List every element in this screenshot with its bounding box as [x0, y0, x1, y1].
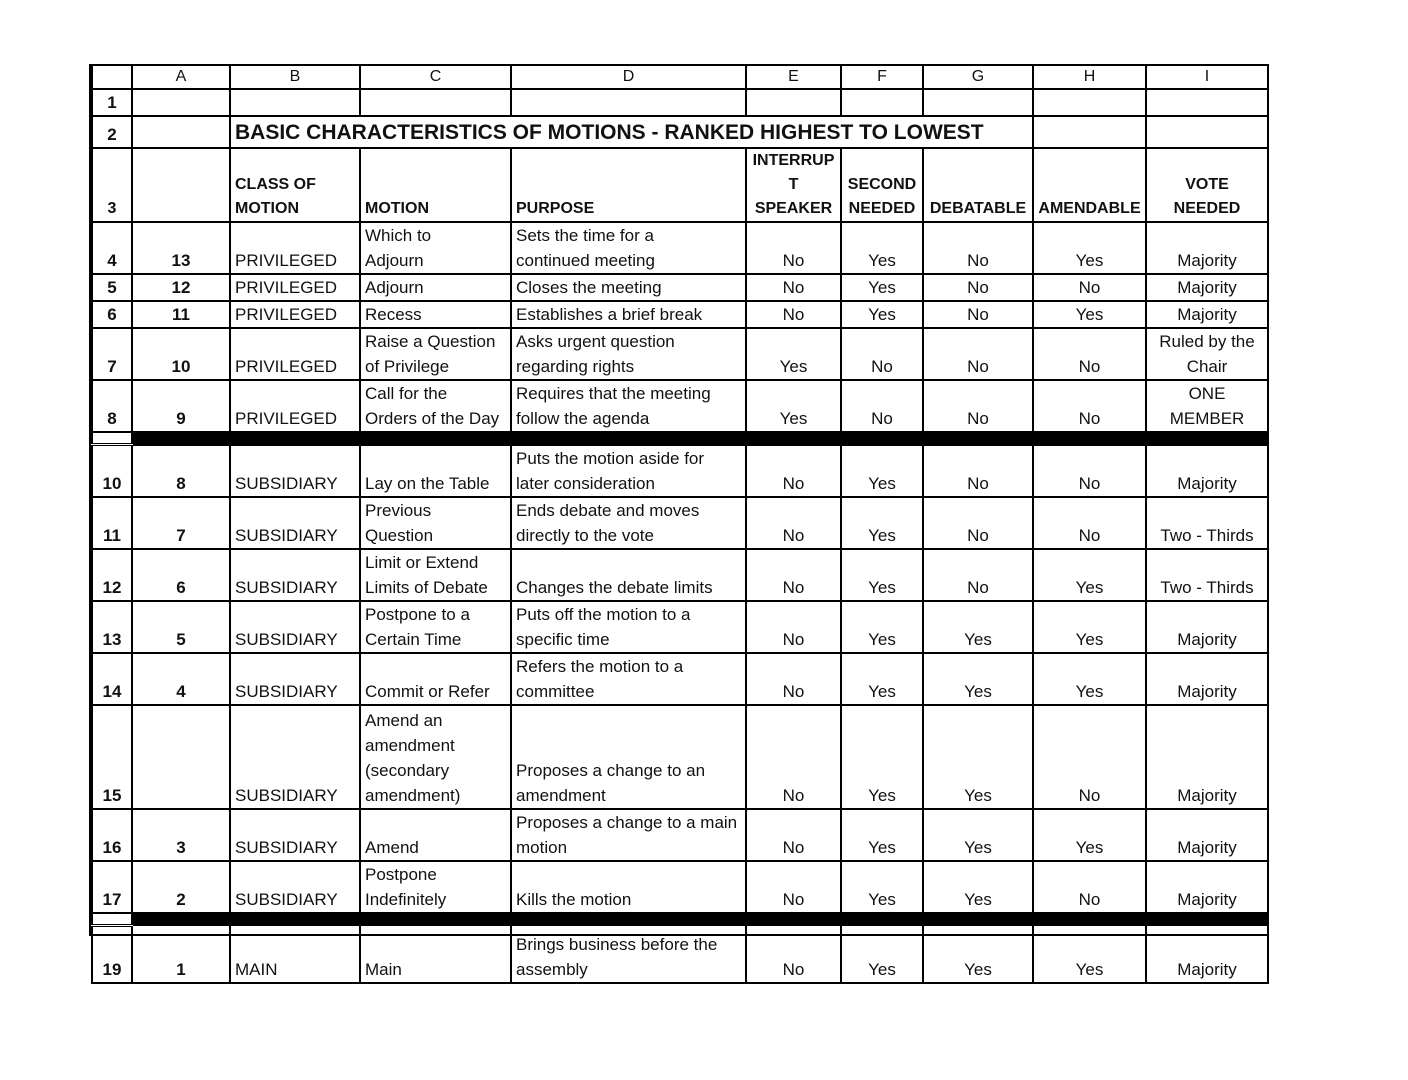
cell[interactable] [841, 89, 923, 116]
rank-cell[interactable]: 2 [132, 861, 230, 913]
class-cell[interactable]: SUBSIDIARY [230, 549, 360, 601]
rank-cell[interactable]: 6 [132, 549, 230, 601]
amendable-cell[interactable]: No [1033, 380, 1146, 432]
amendable-cell[interactable]: No [1033, 497, 1146, 549]
purpose-cell[interactable]: Requires that the meeting follow the agenda [511, 380, 746, 432]
cell[interactable] [1033, 116, 1146, 148]
row-number[interactable]: 7 [92, 328, 132, 380]
row-number[interactable]: 2 [92, 116, 132, 148]
amendable-cell[interactable]: No [1033, 274, 1146, 301]
second-cell[interactable]: Yes [841, 925, 923, 983]
separator-cell [841, 913, 923, 926]
purpose-cell[interactable]: Sets the time for a continued meeting [511, 222, 746, 274]
rank-cell[interactable]: 9 [132, 380, 230, 432]
table-row [92, 445, 1268, 497]
motion-cell[interactable]: Raise a Question of Privilege [360, 328, 511, 380]
table-row [92, 222, 1268, 274]
motion-cell[interactable]: Lay on the Table [360, 445, 511, 497]
separator-cell [360, 913, 511, 926]
separator-cell [1146, 432, 1268, 445]
rank-cell[interactable]: 12 [132, 274, 230, 301]
second-cell[interactable]: Yes [841, 705, 923, 809]
vote-cell[interactable]: Majority [1146, 601, 1268, 653]
interrupt-cell[interactable]: No [746, 301, 841, 328]
cell[interactable] [511, 89, 746, 116]
debatable-cell[interactable]: No [923, 274, 1033, 301]
debatable-cell[interactable]: No [923, 549, 1033, 601]
interrupt-cell[interactable]: No [746, 861, 841, 913]
separator-cell [92, 913, 132, 926]
amendable-cell[interactable]: No [1033, 705, 1146, 809]
separator-cell [360, 432, 511, 445]
motion-cell[interactable]: Amend [360, 809, 511, 861]
second-cell[interactable]: Yes [841, 222, 923, 274]
rank-cell[interactable]: 13 [132, 222, 230, 274]
amendable-cell[interactable]: Yes [1033, 549, 1146, 601]
header-row [92, 148, 1268, 222]
purpose-cell[interactable]: Puts off the motion to a specific time [511, 601, 746, 653]
amendable-header[interactable]: AMENDABLE [1033, 148, 1146, 222]
vote-cell[interactable]: Majority [1146, 861, 1268, 913]
motion-header[interactable]: MOTION [360, 148, 511, 222]
interrupt-cell[interactable]: No [746, 809, 841, 861]
interrupt-cell[interactable]: No [746, 497, 841, 549]
amendable-cell[interactable]: Yes [1033, 222, 1146, 274]
amendable-cell[interactable]: Yes [1033, 653, 1146, 705]
class-cell[interactable]: SUBSIDIARY [230, 653, 360, 705]
vote-cell[interactable]: Majority [1146, 274, 1268, 301]
amendable-cell[interactable]: Yes [1033, 809, 1146, 861]
interrupt-cell[interactable]: Yes [746, 328, 841, 380]
motion-cell[interactable]: Recess [360, 301, 511, 328]
motion-cell[interactable]: Postpone to a Certain Time [360, 601, 511, 653]
interrupt-cell[interactable]: No [746, 601, 841, 653]
cell[interactable] [132, 89, 230, 116]
interrupt-cell[interactable]: No [746, 705, 841, 809]
separator-cell [132, 913, 230, 926]
second-needed-header[interactable]: SECOND NEEDED [841, 148, 923, 222]
cell[interactable] [230, 89, 360, 116]
spreadsheet [89, 64, 1269, 979]
rank-cell[interactable]: 8 [132, 445, 230, 497]
second-cell[interactable]: No [841, 328, 923, 380]
motion-cell[interactable]: Previous Question [360, 497, 511, 549]
row-number[interactable]: 19 [92, 925, 132, 983]
debatable-cell[interactable]: No [923, 445, 1033, 497]
table-row [92, 809, 1268, 861]
vote-needed-header[interactable]: VOTE NEEDED [1146, 148, 1268, 222]
vote-cell[interactable]: Majority [1146, 301, 1268, 328]
corner-cell[interactable] [92, 66, 132, 89]
second-cell[interactable]: No [841, 380, 923, 432]
class-cell[interactable]: PRIVILEGED [230, 301, 360, 328]
separator-cell [923, 432, 1033, 445]
interrupt-cell[interactable]: No [746, 549, 841, 601]
cell[interactable] [746, 89, 841, 116]
row-number[interactable]: 16 [92, 809, 132, 861]
vote-cell[interactable]: Two - Thirds [1146, 549, 1268, 601]
purpose-cell[interactable]: Closes the meeting [511, 274, 746, 301]
row-number[interactable]: 11 [92, 497, 132, 549]
separator-cell [92, 432, 132, 445]
cell[interactable] [923, 89, 1033, 116]
column-header-b[interactable]: B [230, 66, 360, 89]
motion-cell[interactable]: Limit or Extend Limits of Debate [360, 549, 511, 601]
table-row [92, 705, 1268, 809]
motion-cell[interactable]: Adjourn [360, 274, 511, 301]
purpose-cell[interactable]: Changes the debate limits [511, 549, 746, 601]
cell[interactable] [360, 89, 511, 116]
debatable-cell[interactable]: No [923, 380, 1033, 432]
class-cell[interactable]: SUBSIDIARY [230, 445, 360, 497]
table-row [92, 601, 1268, 653]
amendable-cell[interactable]: No [1033, 861, 1146, 913]
amendable-cell[interactable]: Yes [1033, 301, 1146, 328]
debatable-cell[interactable]: Yes [923, 861, 1033, 913]
separator-cell [230, 432, 360, 445]
second-cell[interactable]: Yes [841, 497, 923, 549]
class-cell[interactable]: SUBSIDIARY [230, 601, 360, 653]
vote-cell[interactable]: Majority [1146, 809, 1268, 861]
rank-cell[interactable]: 7 [132, 497, 230, 549]
table-row [92, 301, 1268, 328]
class-of-motion-header[interactable]: CLASS OF MOTION [230, 148, 360, 222]
table-row [92, 497, 1268, 549]
hidden-row-separator [92, 913, 1268, 926]
row-number[interactable]: 3 [92, 148, 132, 222]
table-row [92, 328, 1268, 380]
debatable-cell[interactable]: No [923, 328, 1033, 380]
row-number[interactable]: 1 [92, 89, 132, 116]
purpose-header[interactable]: PURPOSE [511, 148, 746, 222]
debatable-cell[interactable]: Yes [923, 809, 1033, 861]
vote-cell[interactable]: Majority [1146, 222, 1268, 274]
table-row [92, 549, 1268, 601]
class-cell[interactable]: SUBSIDIARY [230, 861, 360, 913]
column-header-row [92, 66, 1268, 89]
table-title[interactable]: BASIC CHARACTERISTICS OF MOTIONS - RANKED HIGHEST TO LOWEST [230, 116, 1033, 148]
column-header-a[interactable]: A [132, 66, 230, 89]
column-header-d[interactable]: D [511, 66, 746, 89]
row-number[interactable]: 12 [92, 549, 132, 601]
interrupt-cell[interactable]: No [746, 925, 841, 983]
second-cell[interactable]: Yes [841, 601, 923, 653]
purpose-cell[interactable]: Puts the motion aside for later consideration [511, 445, 746, 497]
rank-cell[interactable]: 11 [132, 301, 230, 328]
vote-cell[interactable]: Majority [1146, 925, 1268, 983]
class-cell[interactable]: SUBSIDIARY [230, 809, 360, 861]
rank-cell[interactable]: 10 [132, 328, 230, 380]
separator-cell [746, 913, 841, 926]
debatable-cell[interactable]: Yes [923, 601, 1033, 653]
second-cell[interactable]: Yes [841, 549, 923, 601]
cell[interactable] [1033, 89, 1146, 116]
separator-cell [746, 432, 841, 445]
row-number[interactable]: 5 [92, 274, 132, 301]
debatable-cell[interactable]: No [923, 222, 1033, 274]
second-cell[interactable]: Yes [841, 301, 923, 328]
rank-cell[interactable]: 4 [132, 653, 230, 705]
vote-cell[interactable]: ONE MEMBER [1146, 380, 1268, 432]
motion-cell[interactable]: Postpone Indefinitely [360, 861, 511, 913]
motion-cell[interactable]: Amend an amendment (secondary amendment) [360, 705, 511, 809]
column-header-h[interactable]: H [1033, 66, 1146, 89]
row-number[interactable]: 6 [92, 301, 132, 328]
motion-cell[interactable]: Main [360, 925, 511, 983]
cell[interactable] [1146, 116, 1268, 148]
table-row [92, 274, 1268, 301]
rank-cell[interactable]: 1 [132, 925, 230, 983]
table-row [92, 925, 1268, 983]
amendable-cell[interactable]: No [1033, 445, 1146, 497]
class-cell[interactable]: SUBSIDIARY [230, 705, 360, 809]
purpose-cell[interactable]: Refers the motion to a committee [511, 653, 746, 705]
purpose-cell[interactable]: Kills the motion [511, 861, 746, 913]
second-cell[interactable]: Yes [841, 653, 923, 705]
row-number[interactable]: 13 [92, 601, 132, 653]
motion-cell[interactable]: Call for the Orders of the Day [360, 380, 511, 432]
column-header-c[interactable]: C [360, 66, 511, 89]
rank-cell[interactable]: 5 [132, 601, 230, 653]
vote-cell[interactable]: Majority [1146, 445, 1268, 497]
vote-cell[interactable]: Two - Thirds [1146, 497, 1268, 549]
class-cell[interactable]: PRIVILEGED [230, 222, 360, 274]
interrupt-cell[interactable]: No [746, 274, 841, 301]
cell[interactable] [1146, 89, 1268, 116]
purpose-cell[interactable]: Proposes a change to an amendment [511, 705, 746, 809]
table-row [92, 861, 1268, 913]
row-number[interactable]: 8 [92, 380, 132, 432]
table-row [92, 380, 1268, 432]
separator-cell [841, 432, 923, 445]
amendable-cell[interactable]: Yes [1033, 601, 1146, 653]
column-header-i[interactable]: I [1146, 66, 1268, 89]
class-cell[interactable]: PRIVILEGED [230, 274, 360, 301]
hidden-row-separator [92, 432, 1268, 445]
cell[interactable] [132, 148, 230, 222]
rank-cell[interactable] [132, 705, 230, 809]
separator-cell [230, 913, 360, 926]
amendable-cell[interactable]: Yes [1033, 925, 1146, 983]
row-1 [92, 89, 1268, 116]
column-header-e[interactable]: E [746, 66, 841, 89]
row-number[interactable]: 14 [92, 653, 132, 705]
separator-cell [1033, 913, 1146, 926]
interrupt-speaker-header[interactable]: INTERRUP T SPEAKER [746, 148, 841, 222]
separator-cell [1146, 913, 1268, 926]
purpose-cell[interactable]: Establishes a brief break [511, 301, 746, 328]
debatable-cell[interactable]: Yes [923, 925, 1033, 983]
row-number[interactable]: 17 [92, 861, 132, 913]
second-cell[interactable]: Yes [841, 445, 923, 497]
purpose-cell[interactable]: Asks urgent question regarding rights [511, 328, 746, 380]
vote-cell[interactable]: Majority [1146, 705, 1268, 809]
separator-cell [1033, 432, 1146, 445]
second-cell[interactable]: Yes [841, 809, 923, 861]
debatable-cell[interactable]: Yes [923, 705, 1033, 809]
column-header-g[interactable]: G [923, 66, 1033, 89]
separator-cell [132, 432, 230, 445]
debatable-cell[interactable]: No [923, 301, 1033, 328]
motion-cell[interactable]: Commit or Refer [360, 653, 511, 705]
row-2 [92, 116, 1268, 148]
separator-cell [511, 432, 746, 445]
interrupt-cell[interactable]: Yes [746, 380, 841, 432]
purpose-cell[interactable]: Ends debate and moves directly to the vote [511, 497, 746, 549]
interrupt-cell[interactable]: No [746, 222, 841, 274]
class-cell[interactable]: SUBSIDIARY [230, 497, 360, 549]
cell[interactable] [132, 116, 230, 148]
vote-cell[interactable]: Majority [1146, 653, 1268, 705]
amendable-cell[interactable]: No [1033, 328, 1146, 380]
row-number[interactable]: 4 [92, 222, 132, 274]
debatable-cell[interactable]: No [923, 497, 1033, 549]
class-cell[interactable]: PRIVILEGED [230, 328, 360, 380]
debatable-cell[interactable]: Yes [923, 653, 1033, 705]
row-number[interactable]: 10 [92, 445, 132, 497]
separator-cell [923, 913, 1033, 926]
second-cell[interactable]: Yes [841, 861, 923, 913]
rank-cell[interactable]: 3 [132, 809, 230, 861]
motions-table [91, 66, 1269, 984]
class-cell[interactable]: MAIN [230, 925, 360, 983]
motion-cell[interactable]: Which to Adjourn [360, 222, 511, 274]
class-cell[interactable]: PRIVILEGED [230, 380, 360, 432]
debatable-header[interactable]: DEBATABLE [923, 148, 1033, 222]
table-row [92, 653, 1268, 705]
vote-cell[interactable]: Ruled by the Chair [1146, 328, 1268, 380]
separator-cell [511, 913, 746, 926]
interrupt-cell[interactable]: No [746, 653, 841, 705]
column-header-f[interactable]: F [841, 66, 923, 89]
second-cell[interactable]: Yes [841, 274, 923, 301]
interrupt-cell[interactable]: No [746, 445, 841, 497]
purpose-cell[interactable]: Proposes a change to a main motion [511, 809, 746, 861]
purpose-cell[interactable]: Brings business before the assembly [511, 925, 746, 983]
row-number[interactable]: 15 [92, 705, 132, 809]
